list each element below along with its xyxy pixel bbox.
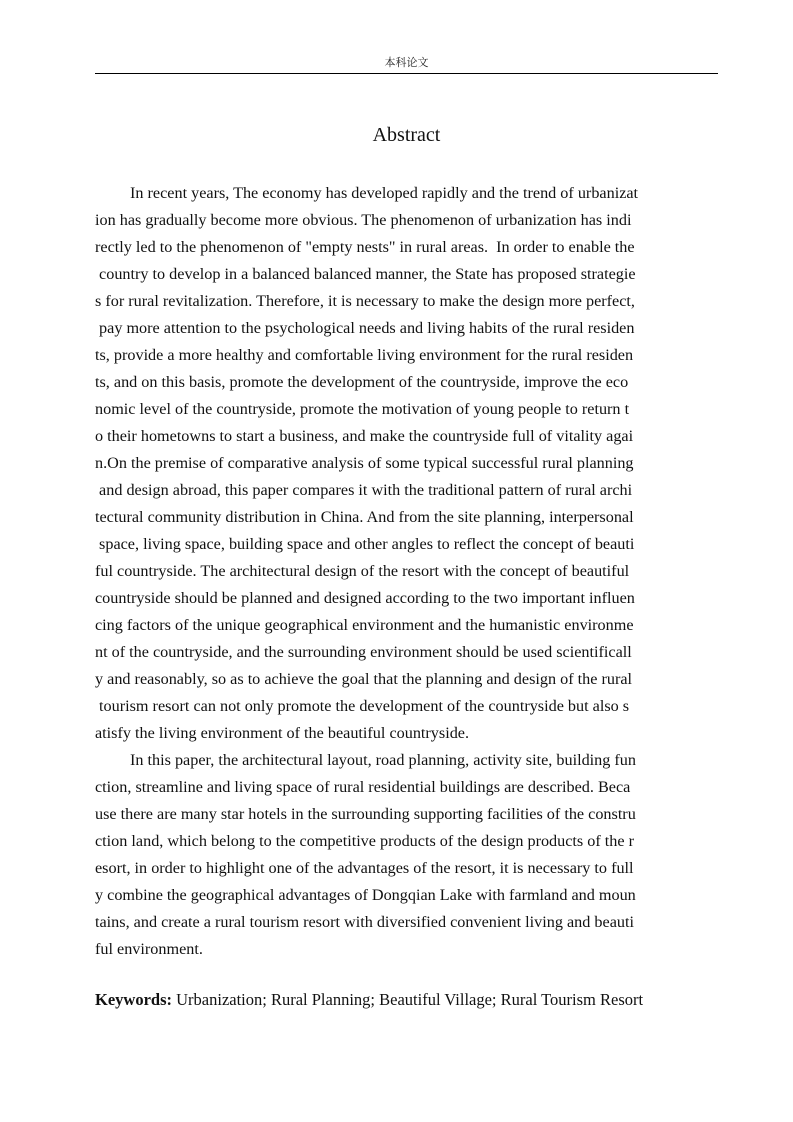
text-line: country to develop in a balanced balanced manner, the State has proposed strategie: [95, 265, 636, 283]
text-line: In recent years, The economy has developed rapidly and the trend of urbanizat: [130, 184, 639, 202]
text-line: ts, and on this basis, promote the development of the countryside, improve the eco: [95, 373, 629, 391]
text-line: tourism resort can not only promote the development of the countryside but also s: [95, 697, 630, 715]
text-line: ful countryside. The architectural design of the resort with the concept of beautiful: [95, 562, 630, 580]
text-line: nomic level of the countryside, promote the motivation of young people to return t: [95, 400, 630, 418]
text-line: ion has gradually become more obvious. The phenomenon of urbanization has indi: [95, 211, 632, 229]
text-line: cing factors of the unique geographical environment and the humanistic environme: [95, 616, 634, 634]
abstract-paragraph-1: [95, 180, 718, 747]
text-line: countryside should be planned and designed according to the two important influen: [95, 589, 635, 607]
abstract-title: Abstract: [372, 124, 441, 146]
text-line: esort, in order to highlight one of the advantages of the resort, it is necessary to full: [95, 859, 634, 877]
abstract-body: [95, 180, 718, 963]
text-line: In this paper, the architectural layout, road planning, activity site, building fun: [130, 751, 636, 769]
text-line: ction land, which belong to the competitive products of the design products of the r: [95, 832, 635, 850]
text-line: y combine the geographical advantages of Dongqian Lake with farmland and moun: [95, 886, 636, 904]
keywords-label: Keywords:: [95, 990, 172, 1009]
keywords-text: Urbanization; Rural Planning; Beautiful Village; Rural Tourism Resort: [172, 990, 644, 1009]
keywords-line: [95, 986, 735, 1013]
text-line: y and reasonably, so as to achieve the goal that the planning and design of the rural: [95, 670, 633, 688]
text-line: o their hometowns to start a business, and make the countryside full of vitality agai: [95, 427, 634, 445]
text-line: ful environment.: [95, 940, 203, 958]
text-line: tectural community distribution in China. And from the site planning, interpersonal: [95, 508, 634, 526]
text-line: s for rural revitalization. Therefore, it is necessary to make the design more perfect,: [95, 292, 635, 310]
text-line: space, living space, building space and other angles to reflect the concept of beauti: [95, 535, 635, 553]
abstract-paragraph-2: [95, 747, 718, 963]
text-line: nt of the countryside, and the surrounding environment should be used scientificall: [95, 643, 632, 661]
text-line: rectly led to the phenomenon of "empty nests" in rural areas. In order to enable the: [95, 238, 635, 256]
text-line: n.On the premise of comparative analysis of some typical successful rural planning: [95, 454, 634, 472]
text-line: and design abroad, this paper compares it with the traditional pattern of rural archi: [95, 481, 633, 499]
text-line: use there are many star hotels in the surrounding supporting facilities of the constru: [95, 805, 636, 823]
text-line: ction, streamline and living space of rural residential buildings are described. Beca: [95, 778, 631, 796]
header-rule: [95, 73, 718, 74]
page-header: 本科论文: [384, 56, 429, 69]
text-line: atisfy the living environment of the beautiful countryside.: [95, 724, 470, 742]
text-line: pay more attention to the psychological needs and living habits of the rural residen: [95, 319, 635, 337]
text-line: tains, and create a rural tourism resort with diversified convenient living and beauti: [95, 913, 634, 931]
text-line: ts, provide a more healthy and comfortable living environment for the rural residen: [95, 346, 634, 364]
